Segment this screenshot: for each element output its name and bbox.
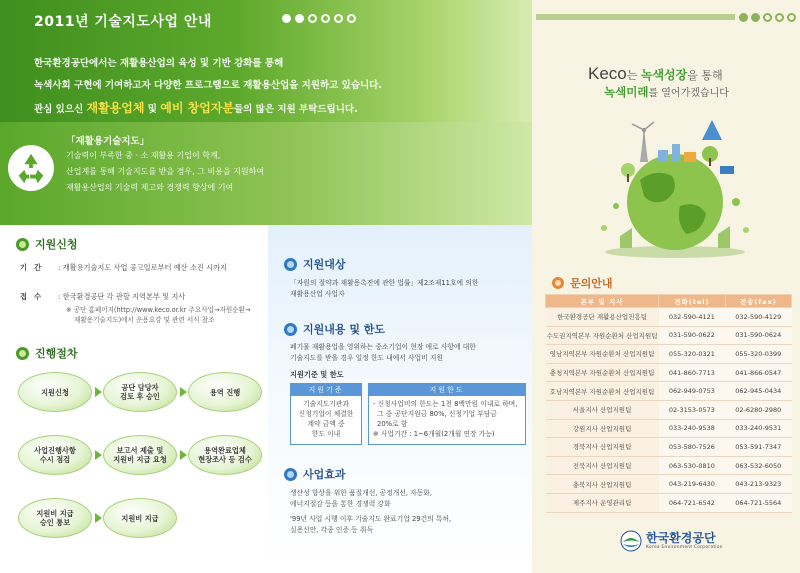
- keco-logo: [620, 530, 723, 552]
- intro-line-3: 관심 있으신 재활용업체 및 예비 창업자분들의 많은 지원 부탁드립니다.: [34, 101, 358, 115]
- col-header-fax: 전송(fax): [725, 295, 791, 308]
- apply-note: ※ 공단 홈페이지(http://www.keco.or.kr 주요사업→자원순환→ 재활용기술지도)에서 운용요강 및 관련 서식 참조: [66, 306, 251, 324]
- arrow-icon: [95, 387, 102, 397]
- limit-caption: 지원한도: [369, 384, 525, 396]
- slogan-line-1: Keco는 녹색성장을 통해: [588, 64, 723, 83]
- logo-text: 한국환경공단: [646, 531, 716, 545]
- table-row: 영남지역본부 자원순환처 산업지원팀 055-320-0321 055-320-0399: [546, 345, 792, 364]
- keco-emblem-icon: [620, 530, 642, 552]
- intro-line-2: 녹색사회 구현에 기여하고자 다양한 프로그램으로 재활용산업을 지원하고 있습니다.: [34, 80, 382, 91]
- step-5: 보고서 제출 및 지원비 지급 요청: [103, 435, 177, 475]
- criteria-caption: 지원기준: [291, 384, 361, 396]
- section-recycle-body: 기술력이 부족한 중 · 소 재활용 기업이 학계, 산업계를 통해 기술지도를 받을 경우, 그 비용을 지원하여 재활용산업의 기술력 제고와 경쟁력 향상에 기여: [66, 151, 265, 192]
- apply-period: 기 간 : 재활용기술지도 사업 공고일로부터 예산 소진 시까지: [20, 263, 227, 272]
- bullet-icon: [16, 238, 29, 251]
- col-header-tel: 전화(tel): [659, 295, 725, 308]
- apply-heading: 지원신청: [16, 236, 78, 252]
- table-row: 경북지사 산업지원팀 053-580-7526 053-591-7347: [546, 438, 792, 457]
- table-row: 전북지사 산업지원팀 063-530-0810 063-532-6050: [546, 456, 792, 475]
- decorative-bar: [536, 8, 796, 26]
- table-row: 수도권지역본부 자원순환처 산업지원팀 031-590-0622 031-590-0624: [546, 326, 792, 345]
- table-row: 호남지역본부 자원순환처 산업지원팀 062-949-0753 062-945-0434: [546, 382, 792, 401]
- contact-table: [545, 294, 792, 513]
- decorative-dots: [282, 14, 356, 23]
- table-row: 충청지역본부 자원순환처 산업지원팀 041-860-7713 041-866-0547: [546, 363, 792, 382]
- intro-line-1: 한국환경공단에서는 재활용산업의 육성 및 기반 강화를 통해: [34, 58, 284, 69]
- step-4: 사업진행사항 수시 점검: [18, 435, 92, 475]
- table-row: 제주지사 운영관리팀 064-721-6542 064-721-5564: [546, 493, 792, 512]
- section-recycle-title: 「재활용기술지도」: [66, 136, 150, 147]
- process-heading: 진행절차: [16, 345, 78, 361]
- table-row: 한국환경공단 재활용산업진흥팀 032-590-4121 032-590-4129: [546, 308, 792, 327]
- hero-intro: [34, 53, 504, 121]
- support-body: 폐기물 재활용업을 영위하는 중소기업이 현장 애로 사항에 대한 기술지도를 받을 경우 일정 한도 내에서 사업비 지원: [290, 343, 476, 362]
- green-globe-illustration: [580, 110, 770, 260]
- bullet-icon: [284, 258, 297, 271]
- support-criteria-heading: 지원기준 및 한도: [290, 370, 344, 379]
- arrow-icon: [95, 513, 102, 523]
- step-8: 지원비 지급: [103, 498, 177, 538]
- slogan-line-2: 녹색미래를 열어가겠습니다: [604, 85, 729, 99]
- support-heading: 지원내용 및 한도: [284, 321, 385, 337]
- target-heading: 지원대상: [284, 256, 346, 272]
- table-row: 충북지사 산업지원팀 043-219-6430 043-213-9323: [546, 475, 792, 494]
- table-row: 강원지사 산업지원팀 033-240-9538 033-240-9531: [546, 419, 792, 438]
- step-2: 공단 담당자 검토 후 승인: [103, 372, 177, 412]
- bullet-icon: [284, 323, 297, 336]
- bullet-icon: [552, 277, 564, 289]
- bullet-icon: [284, 468, 297, 481]
- step-7: 지원비 지급 승인 통보: [18, 498, 92, 538]
- step-3: 용역 진행: [188, 372, 262, 412]
- limit-box: 지원한도 - 신청사업비의 한도는 1천 8백만원 이내로 하며, 그 중 공단지원금 80%, 신청기업 부담금 20%로 함 ※ 사업기간 : 1~6개월(2개월 연장 가능): [368, 383, 526, 445]
- criteria-box: 지원기준 기술지도기관과 신청기업이 체결한 계약 금액 중 한도 이내: [290, 383, 362, 445]
- arrow-icon: [180, 387, 187, 397]
- effect-heading: 사업효과: [284, 466, 346, 482]
- table-row: 서울지사 산업지원팀 02-3153-0573 02-6280-2980: [546, 400, 792, 419]
- bullet-icon: [16, 347, 29, 360]
- contact-heading: 문의안내: [552, 275, 613, 291]
- arrow-icon: [180, 450, 187, 460]
- page-title: 2011년 기술지도사업 안내: [34, 14, 212, 30]
- logo-english: Korea Environment Corporation: [646, 545, 723, 550]
- table-header-row: [546, 295, 792, 308]
- step-6: 용역완료업체 현장조사 등 검수: [188, 435, 262, 475]
- arrow-icon: [95, 450, 102, 460]
- col-header-office: 본부 및 지사: [546, 295, 659, 308]
- step-1: 지원신청: [18, 372, 92, 412]
- effect-body: 생산성 향상을 위한 품질개선, 공정개선, 자동화, 에너지절감 등을 통한 경쟁력 강화 '99년 사업 시행 이후 기술지도 완료기업 29건의 특허, 실용신안, 각종 인증 등 취득: [290, 489, 452, 534]
- recycle-icon: [8, 145, 54, 191]
- apply-receipt: 접 수 : 한국환경공단 각 관할 지역본부 및 지사: [20, 292, 186, 301]
- target-body: 「자원의 절약과 재활용촉진에 관한 법률」제2조제11호에 의한 재활용산업 사업자: [290, 279, 479, 298]
